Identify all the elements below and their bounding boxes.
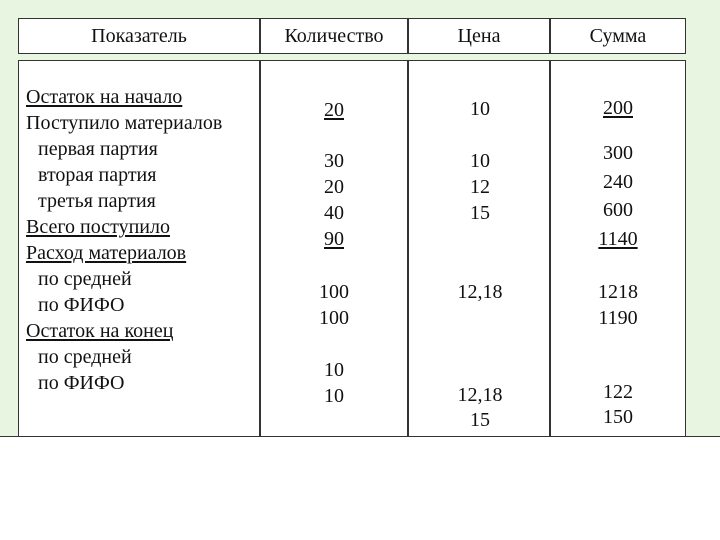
label-third-batch: третья партия [38,190,156,212]
blank-bottom-panel [0,436,720,540]
qty-opening: 20 [324,99,344,121]
price-issued-average: 12,18 [457,281,503,303]
label-issued-average: по средней [38,268,132,290]
price-first-batch: 10 [470,150,490,172]
header-cell-sum: Сумма [550,18,686,54]
sum-closing-fifo: 150 [603,406,633,428]
qty-issued-fifo: 100 [319,307,349,329]
header-cell-price: Цена [408,18,550,54]
qty-total-received: 90 [324,228,344,250]
qty-first-batch: 30 [324,150,344,172]
header-cell-indicator: Показатель [18,18,260,54]
price-closing-average: 12,18 [457,384,503,406]
sum-issued-fifo: 1190 [598,307,638,329]
label-closing-balance: Остаток на конец [26,320,174,342]
price-opening: 10 [470,98,490,120]
label-materials-received: Поступило материалов [26,112,223,134]
price-closing-fifo: 15 [470,409,490,431]
header-cell-quantity: Количество [260,18,408,54]
qty-second-batch: 20 [324,176,344,198]
sum-issued-average: 1218 [598,281,638,303]
qty-closing-average: 10 [324,359,344,381]
label-opening-balance: Остаток на начало [26,86,183,108]
qty-issued-average: 100 [319,281,349,303]
sum-first-batch: 300 [603,142,633,164]
qty-closing-fifo: 10 [324,385,344,407]
label-second-batch: вторая партия [38,164,157,186]
label-total-received: Всего поступило [26,216,170,238]
price-second-batch: 12 [470,176,490,198]
sum-second-batch: 240 [603,171,633,193]
qty-third-batch: 40 [324,202,344,224]
label-issued-fifo: по ФИФО [38,294,125,316]
sum-total-received: 1140 [598,228,638,250]
label-first-batch: первая партия [38,138,158,160]
label-materials-issued: Расход материалов [26,242,187,264]
label-closing-average: по средней [38,346,132,368]
sum-opening: 200 [603,97,633,119]
sum-closing-average: 122 [603,381,633,403]
price-third-batch: 15 [470,202,490,224]
sum-third-batch: 600 [603,199,633,221]
label-closing-fifo: по ФИФО [38,372,125,394]
